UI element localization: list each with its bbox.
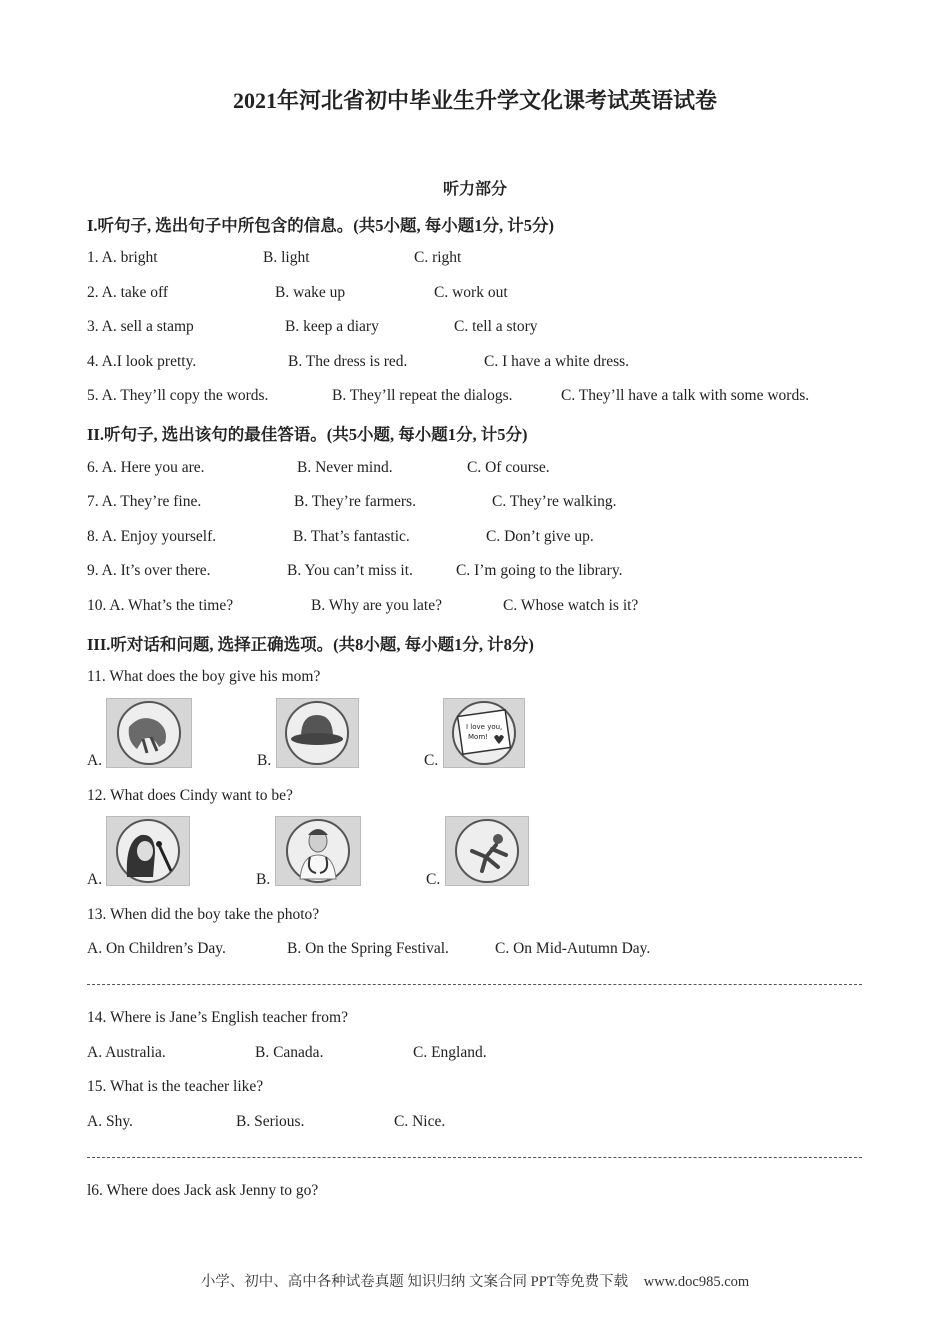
q16-question: l6. Where does Jack ask Jenny to go?: [87, 1182, 319, 1199]
q14-option-a: A. Australia.: [87, 1044, 166, 1061]
q3-option-b: B. keep a diary: [285, 318, 379, 335]
q14-option-c: C. England.: [413, 1044, 487, 1061]
q14-question: 14. Where is Jane’s English teacher from?: [87, 1009, 348, 1026]
q12-label-c: C.: [426, 871, 441, 888]
q5-option-a: 5. A. They’ll copy the words.: [87, 387, 269, 404]
card-text-line-2: Mom!: [468, 733, 488, 741]
q9-option-b: B. You can’t miss it.: [287, 562, 413, 579]
q7-option-a: 7. A. They’re fine.: [87, 493, 202, 510]
q10-option-c: C. Whose watch is it?: [503, 597, 639, 614]
q10-option-b: B. Why are you late?: [311, 597, 442, 614]
dancer-picture: [445, 816, 529, 886]
section-3-heading: III.听对话和问题, 选择正确选项。(共8小题, 每小题1分, 计8分): [87, 635, 534, 654]
scarf-picture: [106, 698, 192, 768]
q11-label-a: A.: [87, 752, 103, 769]
q15-option-a: A. Shy.: [87, 1113, 133, 1130]
q12-label-b: B.: [256, 871, 271, 888]
q8-option-b: B. That’s fantastic.: [293, 528, 410, 545]
q11-label-c: C.: [424, 752, 439, 769]
hat-picture: [276, 698, 359, 768]
singer-picture: [106, 816, 190, 886]
q6-option-c: C. Of course.: [467, 459, 550, 476]
q13-option-c: C. On Mid-Autumn Day.: [495, 940, 651, 957]
q2-option-c: C. work out: [434, 284, 508, 301]
page-title: 2021年河北省初中毕业生升学文化课考试英语试卷: [232, 88, 717, 113]
footer: [0, 1270, 950, 1291]
q15-question: 15. What is the teacher like?: [87, 1078, 264, 1095]
q1-option-b: B. light: [263, 249, 310, 266]
footer-text: 小学、初中、高中各种试卷真题 知识归纳 文案合同 PPT等免费下载: [200, 1274, 629, 1290]
q13-option-a: A. On Children’s Day.: [87, 940, 226, 957]
q5-option-c: C. They’ll have a talk with some words.: [561, 387, 810, 404]
q13-question: 13. When did the boy take the photo?: [87, 906, 320, 923]
q12-label-a: A.: [87, 871, 103, 888]
q15-option-c: C. Nice.: [394, 1113, 446, 1130]
q8-option-c: C. Don’t give up.: [486, 528, 594, 545]
q3-option-c: C. tell a story: [454, 318, 538, 335]
q13-option-b: B. On the Spring Festival.: [287, 940, 449, 957]
q4-option-b: B. The dress is red.: [288, 353, 408, 370]
q7-option-b: B. They’re farmers.: [294, 493, 416, 510]
q6-option-a: 6. A. Here you are.: [87, 459, 205, 476]
q11-label-b: B.: [257, 752, 272, 769]
q12-question: 12. What does Cindy want to be?: [87, 787, 293, 804]
section-1-heading: I.听句子, 选出句子中所包含的信息。(共5小题, 每小题1分, 计5分): [87, 216, 555, 235]
q5-option-b: B. They’ll repeat the dialogs.: [332, 387, 513, 404]
section-2-heading: II.听句子, 选出该句的最佳答语。(共5小题, 每小题1分, 计5分): [87, 425, 528, 444]
dashed-divider: [87, 984, 862, 985]
q9-option-a: 9. A. It’s over there.: [87, 562, 211, 579]
doctor-picture: [275, 816, 361, 886]
q2-option-a: 2. A. take off: [87, 284, 169, 301]
card-text-line-1: I love you,: [466, 723, 503, 731]
footer-link[interactable]: www.doc985.com: [643, 1274, 750, 1290]
q8-option-a: 8. A. Enjoy yourself.: [87, 528, 217, 545]
q15-option-b: B. Serious.: [236, 1113, 305, 1130]
q9-option-c: C. I’m going to the library.: [456, 562, 623, 579]
card-picture: [443, 698, 525, 768]
q11-question: 11. What does the boy give his mom?: [87, 668, 321, 685]
q1-option-c: C. right: [414, 249, 462, 266]
q3-option-a: 3. A. sell a stamp: [87, 318, 194, 335]
q4-option-a: 4. A.I look pretty.: [87, 353, 197, 370]
listening-heading: 听力部分: [442, 181, 507, 198]
q10-option-a: 10. A. What’s the time?: [87, 597, 234, 614]
q6-option-b: B. Never mind.: [297, 459, 393, 476]
q2-option-b: B. wake up: [275, 284, 346, 301]
q4-option-c: C. I have a white dress.: [484, 353, 630, 370]
q14-option-b: B. Canada.: [255, 1044, 324, 1061]
q7-option-c: C. They’re walking.: [492, 493, 617, 510]
q1-option-a: 1. A. bright: [87, 249, 158, 266]
dashed-divider: [87, 1157, 862, 1158]
